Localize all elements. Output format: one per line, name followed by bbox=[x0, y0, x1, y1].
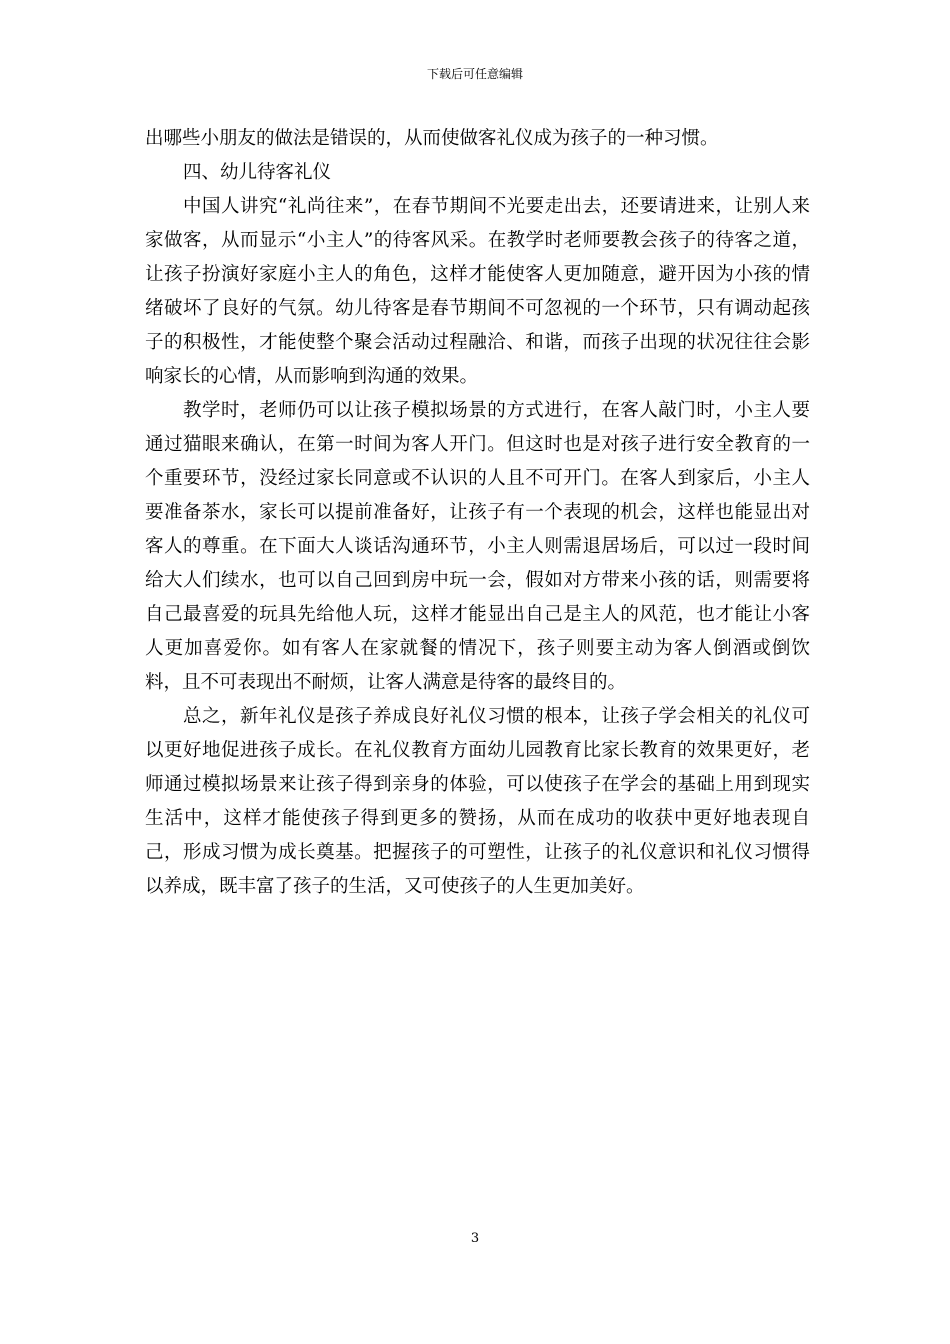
document-body bbox=[145, 122, 810, 904]
body-paragraph: 中国人讲究“礼尚往来”，在春节期间不光要走出去，还要请进来，让别人来家做客，从而显示“小主人”的待客风采。在教学时老师要教会孩子的待客之道，让孩子扮演好家庭小主人的角色，这样才能使客人更加随意，避开因为小孩的情绪破坏了良好的气氛。幼儿待客是春节期间不可忽视的一个环节，只有调动起孩子的积极性，才能使整个聚会活动过程融洽、和谐，而孩子出现的状况往往会影响家长的心情，从而影响到沟通的效果。 bbox=[145, 196, 810, 387]
page-number: 3 bbox=[470, 1231, 480, 1246]
section-heading: 四、幼儿待客礼仪 bbox=[183, 162, 332, 183]
body-paragraph: 总之，新年礼仪是孩子养成良好礼仪习惯的根本，让孩子学会相关的礼仪可以更好地促进孩子成长。在礼仪教育方面幼儿园教育比家长教育的效果更好，老师通过模拟场景来让孩子得到亲身的体验，可以使孩子在学会的基础上用到现实生活中，这样才能使孩子得到更多的赞扬，从而在成功的收获中更好地表现自己，形成习惯为成长奠基。把握孩子的可塑性，让孩子的礼仪意识和礼仪习惯得以养成，既丰富了孩子的生活，又可使孩子的人生更加美好。 bbox=[145, 706, 810, 897]
body-paragraph: 教学时，老师仍可以让孩子模拟场景的方式进行，在客人敲门时，小主人要通过猫眼来确认，在第一时间为客人开门。但这时也是对孩子进行安全教育的一个重要环节，没经过家长同意或不认识的人且不可开门。在客人到家后，小主人要准备茶水，家长可以提前准备好，让孩子有一个表现的机会，这样也能显出对客人的尊重。在下面大人谈话沟通环节，小主人则需退居场后，可以过一段时间给大人们续水，也可以自己回到房中玩一会，假如对方带来小孩的话，则需要将自己最喜爱的玩具先给他人玩，这样才能显出自己是主人的风范，也才能让小客人更加喜爱你。如有客人在家就餐的情况下，孩子则要主动为客人倒酒或倒饮料，且不可表现出不耐烦，让客人满意是待客的最终目的。 bbox=[145, 400, 810, 693]
continuation-paragraph: 出哪些小朋友的做法是错误的，从而使做客礼仪成为孩子的一种习惯。 bbox=[145, 128, 719, 149]
page-header: 下载后可任意编辑 bbox=[426, 67, 523, 81]
